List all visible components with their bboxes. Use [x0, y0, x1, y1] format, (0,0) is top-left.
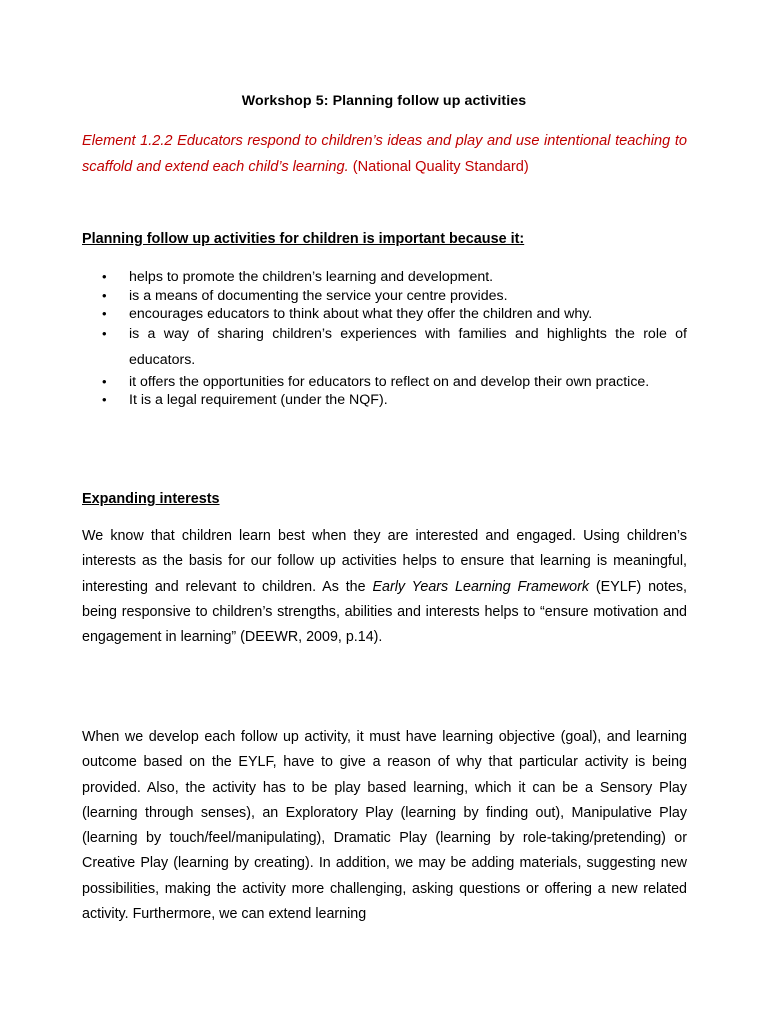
- list-item-text: encourages educators to think about what they offer the children and why.: [129, 306, 593, 322]
- bullet-icon: •: [102, 391, 107, 407]
- element-quote-source: (National Quality Standard): [352, 159, 529, 175]
- list-item-text: is a means of documenting the service your centre provides.: [129, 287, 508, 304]
- bullet-icon: •: [102, 306, 107, 321]
- list-item: [102, 321, 687, 373]
- paragraph-interests: [82, 524, 687, 650]
- list-item-text: It is a legal requirement (under the NQF).: [129, 391, 388, 408]
- bullet-icon: •: [102, 269, 107, 284]
- paragraph-follow-up: When we develop each follow up activity, it must have learning objective (goal), and learning outcome based on the EYLF, have to give a reason of why that particular activity is being provided. Also, the activity has to be play based learning, which it can be a Sensory Play (learning through senses), an Exploratory Play (learning by finding out), Manipulative Play (learning by touch/feel/manipulating), Dramatic Play (learning by role-taking/pretending) or Creative Play (learning by creating). In addition, we may be adding materials, suggesting new possibilities, making the activity more challenging, asking questions or offering a new related activity. Furthermore, we can extend learning: [82, 729, 687, 923]
- section-heading-planning: Planning follow up activities for children is important because it:: [82, 231, 525, 247]
- bullet-icon: •: [102, 287, 107, 303]
- paragraph-interests-italic: Early Years Learning Framework: [372, 578, 590, 595]
- list-item-text: helps to promote the children’s learning and development.: [129, 269, 494, 285]
- bullet-icon: •: [102, 325, 107, 341]
- paragraph-interests-before: We know that children learn best when they are interested and engaged. Using children’s interests as the basis for our follow up activities helps to ensure that learning is meaningful, interesting and relevant to children. As the: [82, 528, 687, 595]
- list-item: [102, 287, 687, 306]
- bullet-icon: •: [102, 373, 107, 389]
- paragraph-interests-after: (EYLF) notes, being responsive to children’s strengths, abilities and interests helps to “ensure motivation and engagement in learning” (DEEWR, 2009, p.14).: [82, 578, 688, 646]
- element-quote: [82, 128, 687, 180]
- list-item-text: it offers the opportunities for educators to reflect on and develop their own practice.: [129, 373, 650, 390]
- list-item-text: is a way of sharing children’s experiences with families and highlights the role of educators.: [129, 325, 687, 368]
- page-title: Workshop 5: Planning follow up activities: [241, 93, 527, 109]
- section-heading-expanding-interests: Expanding interests: [82, 491, 220, 507]
- list-item: [102, 268, 687, 287]
- bullet-list: [102, 268, 687, 409]
- list-item: [102, 391, 687, 410]
- element-quote-text: Element 1.2.2 Educators respond to children’s ideas and play and use intentional teaching to scaffold and extend each child’s learning.: [82, 133, 687, 175]
